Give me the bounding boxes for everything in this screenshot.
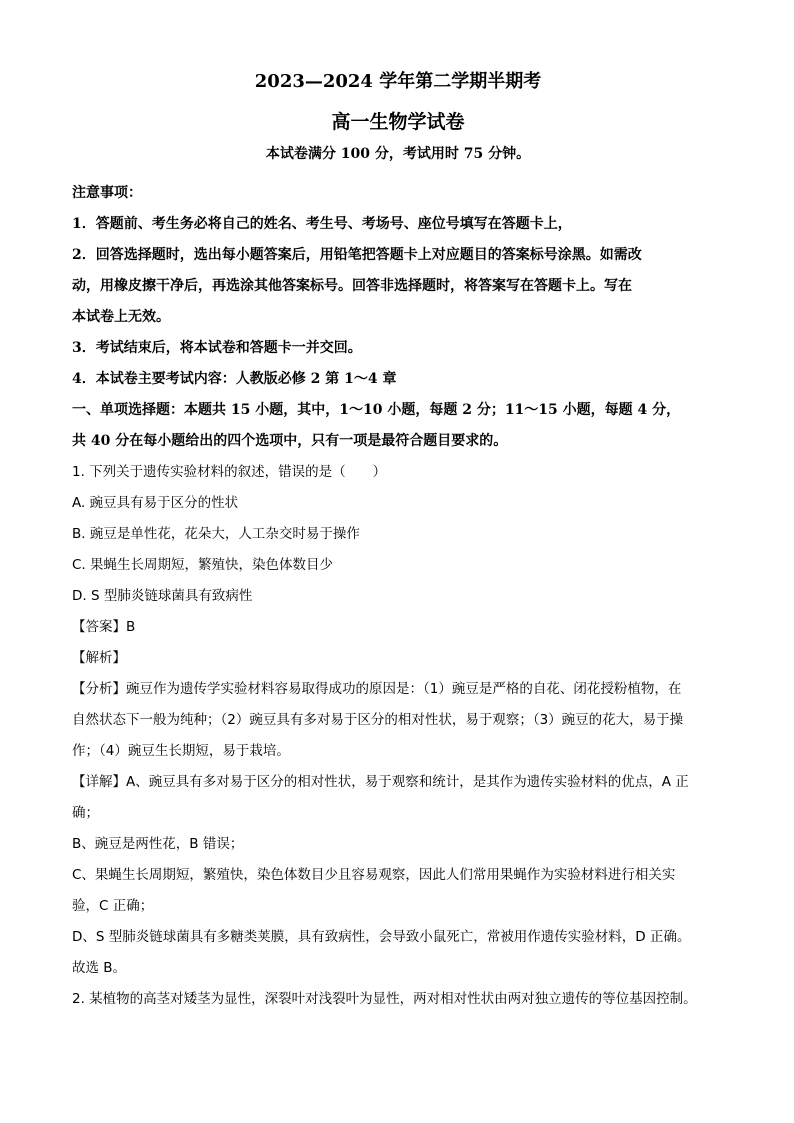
notes-item: 3．考试结束后，将本试卷和答题卡一并交回。: [72, 340, 362, 356]
fenxi-tag: 【分析】: [72, 681, 126, 697]
xiangjie-line: D、S 型肺炎链球菌具有多糖类荚膜，具有致病性，会导致小鼠死亡，常被用作遗传实验材料，D 正确。: [72, 929, 691, 945]
question-stem: 1. 下列关于遗传实验材料的叙述，错误的是（ ）: [72, 464, 387, 480]
xiangjie-line: 故选 B。: [72, 960, 127, 976]
fenxi-line: 作；（4）豌豆生长期短，易于栽培。: [72, 743, 290, 759]
option-a: A. 豌豆具有易于区分的性状: [72, 495, 239, 511]
notes-item: 动，用橡皮擦干净后，再选涂其他答案标号。回答非选择题时，将答案写在答题卡上。写在: [72, 278, 632, 294]
notes-item: 4．本试卷主要考试内容：人教版必修 2 第 1～4 章: [72, 371, 397, 387]
exam-page: [72, 62, 724, 1015]
xiangjie-line: 验，C 正确；: [72, 898, 154, 914]
notes-item: 1．答题前、考生务必将自己的姓名、考生号、考场号、座位号填写在答题卡上，: [72, 216, 572, 232]
xiangjie-tag: 【详解】: [72, 774, 126, 790]
answer-value: B: [126, 619, 136, 635]
notes-item: 本试卷上无效。: [72, 309, 170, 325]
section-heading-line: 一、单项选择题：本题共 15 小题，其中，1～10 小题，每题 2 分；11～15 小题，每题 4 分，: [72, 402, 681, 418]
answer-line: [72, 612, 724, 643]
option-b: B. 豌豆是单性花，花朵大，人工杂交时易于操作: [72, 526, 360, 542]
fenxi-line: [72, 674, 724, 705]
option-d: D. S 型肺炎链球菌具有致病性: [72, 588, 253, 604]
fenxi-text: 豌豆作为遗传学实验材料容易取得成功的原因是：（1）豌豆是严格的自花、闭花授粉植物，在: [126, 681, 682, 697]
xiangjie-line: 确；: [72, 805, 99, 821]
xiangjie-line: [72, 767, 724, 798]
notes-item: 2．回答选择题时，选出每小题答案后，用铅笔把答题卡上对应题目的答案标号涂黑。如需改: [72, 247, 642, 263]
xiangjie-text: A、豌豆具有多对易于区分的相对性状，易于观察和统计，是其作为遗传实验材料的优点，A 正: [126, 774, 689, 790]
fenxi-line: 自然状态下一般为纯种；（2）豌豆具有多对易于区分的相对性状，易于观察；（3）豌豆的花大，易于操: [72, 712, 684, 728]
exam-subtitle: 高一生物学试卷: [331, 111, 465, 133]
exam-info: 本试卷满分 100 分，考试用时 75 分钟。: [265, 146, 531, 162]
notes-heading: 注意事项：: [72, 185, 142, 201]
section-heading-line: 共 40 分在每小题给出的四个选项中，只有一项是最符合题目要求的。: [72, 433, 508, 449]
xiangjie-line: B、豌豆是两性花，B 错误；: [72, 836, 244, 852]
answer-tag: 【答案】: [72, 619, 126, 635]
question-stem: 2. 某植物的高茎对矮茎为显性，深裂叶对浅裂叶为显性，两对相对性状由两对独立遗传的等位基因控制。: [72, 991, 697, 1007]
option-c: C. 果蝇生长周期短，繁殖快，染色体数目少: [72, 557, 334, 573]
exam-title: 2023—2024 学年第二学期半期考: [254, 71, 542, 92]
xiangjie-line: C、果蝇生长周期短，繁殖快，染色体数目少且容易观察，因此人们常用果蝇作为实验材料进行相关实: [72, 867, 676, 883]
analysis-tag: 【解析】: [72, 650, 126, 666]
